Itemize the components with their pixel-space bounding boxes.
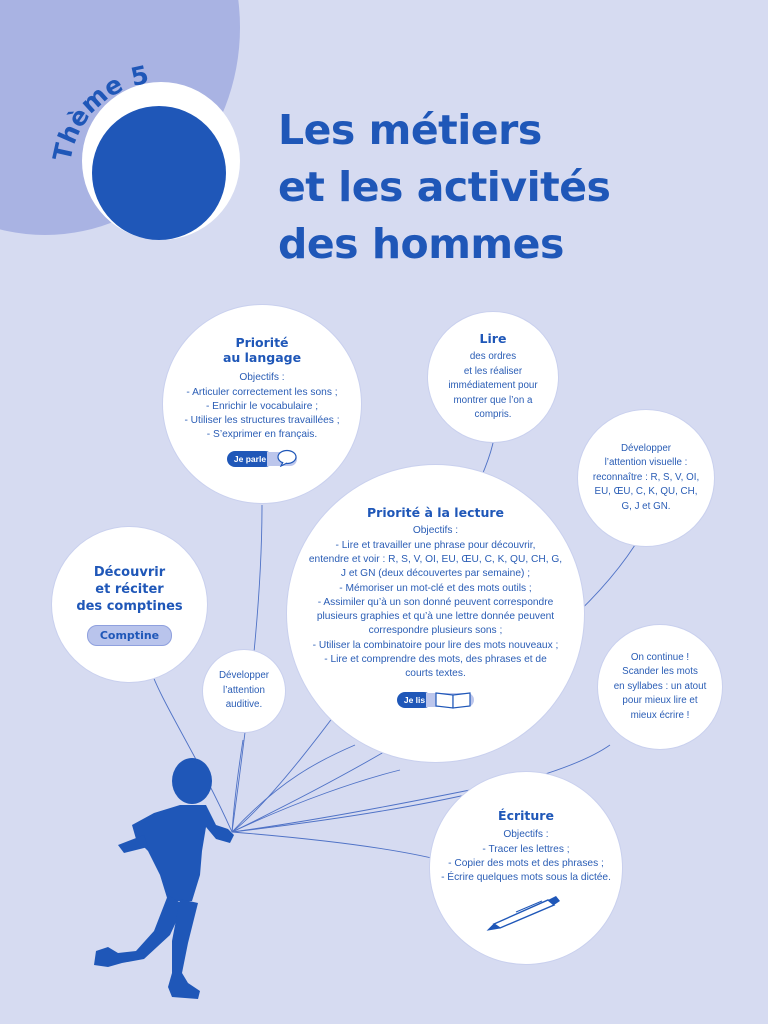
lecture-line: - Assimiler qu’à un son donné peuvent correspondre <box>317 596 554 608</box>
auditive-line: auditive. <box>225 699 263 711</box>
lecture-line: - Lire et comprendre des mots, des phrases et de <box>324 654 547 666</box>
bubble-ecriture <box>430 772 622 964</box>
visuelle-line: l’attention visuelle : <box>604 457 688 469</box>
lire-text <box>448 350 537 423</box>
lire-line: montrer que l’on a <box>453 394 533 406</box>
ecriture-line: Objectifs : <box>503 829 549 841</box>
book-icon <box>434 690 474 710</box>
lire-line: et les réaliser <box>463 365 523 377</box>
lecture-line: - Lire et travailler une phrase pour découvrir, <box>335 539 536 551</box>
visuelle-line: Développer <box>620 442 672 454</box>
visuelle-text <box>593 442 699 515</box>
ecriture-text <box>441 828 611 885</box>
ecriture-line: - Copier des mots et des phrases ; <box>448 858 604 869</box>
langage-heading-line2: au langage <box>222 350 302 366</box>
langage-line: - S’exprimer en français. <box>206 429 318 441</box>
lire-line: immédiatement pour <box>448 380 538 392</box>
je-lis-badge <box>397 692 474 708</box>
lecture-line: plusieurs graphies et qu’à une lettre donnée peuvent <box>316 611 555 623</box>
continue-line: On continue ! <box>630 651 690 663</box>
comptines-heading-line: Découvrir <box>93 564 166 580</box>
lecture-line: entendre et voir : R, S, V, OI, EU, ŒU, C, K, QU, CH, G, <box>308 553 563 565</box>
lecture-heading: Priorité à la lecture <box>367 505 504 521</box>
ecriture-heading: Écriture <box>498 808 554 824</box>
comptines-heading <box>76 564 182 615</box>
continue-line: Scander les mots <box>622 666 698 678</box>
continue-text <box>614 651 707 724</box>
je-parle-tail <box>267 452 297 466</box>
langage-line: Objectifs : <box>239 372 285 384</box>
continue-line: pour mieux lire et <box>622 695 698 707</box>
je-lis-tail <box>426 693 474 707</box>
bubble-lecture <box>287 465 584 762</box>
lecture-line: J et GN (deux découvertes par semaine) ; <box>340 568 531 580</box>
bubble-langage <box>163 305 361 503</box>
visuelle-line: G, J et GN. <box>621 500 671 512</box>
title-line: Les métiers <box>278 106 542 154</box>
je-parle-badge <box>227 451 297 467</box>
langage-line: - Enrichir le vocabulaire ; <box>205 400 319 412</box>
visuelle-line: EU, ŒU, C, K, QU, CH, <box>594 486 698 498</box>
lire-line: des ordres <box>469 351 517 363</box>
bubble-lire <box>428 312 558 442</box>
langage-heading <box>223 335 301 365</box>
bubble-visuelle <box>578 410 714 546</box>
lecture-line: - Utiliser la combinatoire pour lire des mots nouveaux ; <box>312 639 559 651</box>
langage-heading-line1: Priorité <box>235 335 289 351</box>
langage-text <box>184 371 339 442</box>
bubble-continue <box>598 625 722 749</box>
continue-line: mieux écrire ! <box>630 709 690 721</box>
auditive-text <box>219 669 269 713</box>
theme-label-text: Thème 5 <box>47 59 152 164</box>
bubble-auditive <box>203 650 285 732</box>
ecriture-line: - Écrire quelques mots sous la dictée. <box>441 872 611 884</box>
continue-line: en syllabes : un atout <box>613 680 707 692</box>
comptine-badge: Comptine <box>87 625 172 646</box>
bubble-comptines <box>52 527 207 682</box>
running-child-silhouette <box>88 755 248 1005</box>
lire-line: compris. <box>474 409 512 421</box>
lecture-text <box>309 524 562 681</box>
comptines-heading-line: des comptines <box>76 598 183 614</box>
auditive-line: l’attention <box>223 684 265 696</box>
comptines-heading-line: et réciter <box>95 581 164 597</box>
speech-bubble-icon <box>273 449 299 467</box>
ecriture-line: - Tracer les lettres ; <box>482 843 570 855</box>
lire-heading: Lire <box>479 331 507 347</box>
visuelle-line: reconnaître : R, S, V, OI, <box>592 471 700 483</box>
lecture-line: courts textes. <box>405 668 466 680</box>
lecture-line: Objectifs : <box>412 525 459 537</box>
langage-line: - Utiliser les structures travaillées ; <box>184 415 340 427</box>
title-line: et les activités <box>278 163 611 211</box>
je-lis-label: Je lis <box>397 692 432 708</box>
langage-line: - Articuler correctement les sons ; <box>186 386 338 398</box>
auditive-line: Développer <box>218 670 270 682</box>
title-line: des hommes <box>278 220 564 268</box>
pen-icon <box>486 892 566 932</box>
je-parle-label: Je parle <box>227 451 273 467</box>
lecture-line: correspondre plusieurs sons ; <box>368 625 503 637</box>
lecture-line: - Mémoriser un mot-clé et des mots outils ; <box>339 582 532 594</box>
